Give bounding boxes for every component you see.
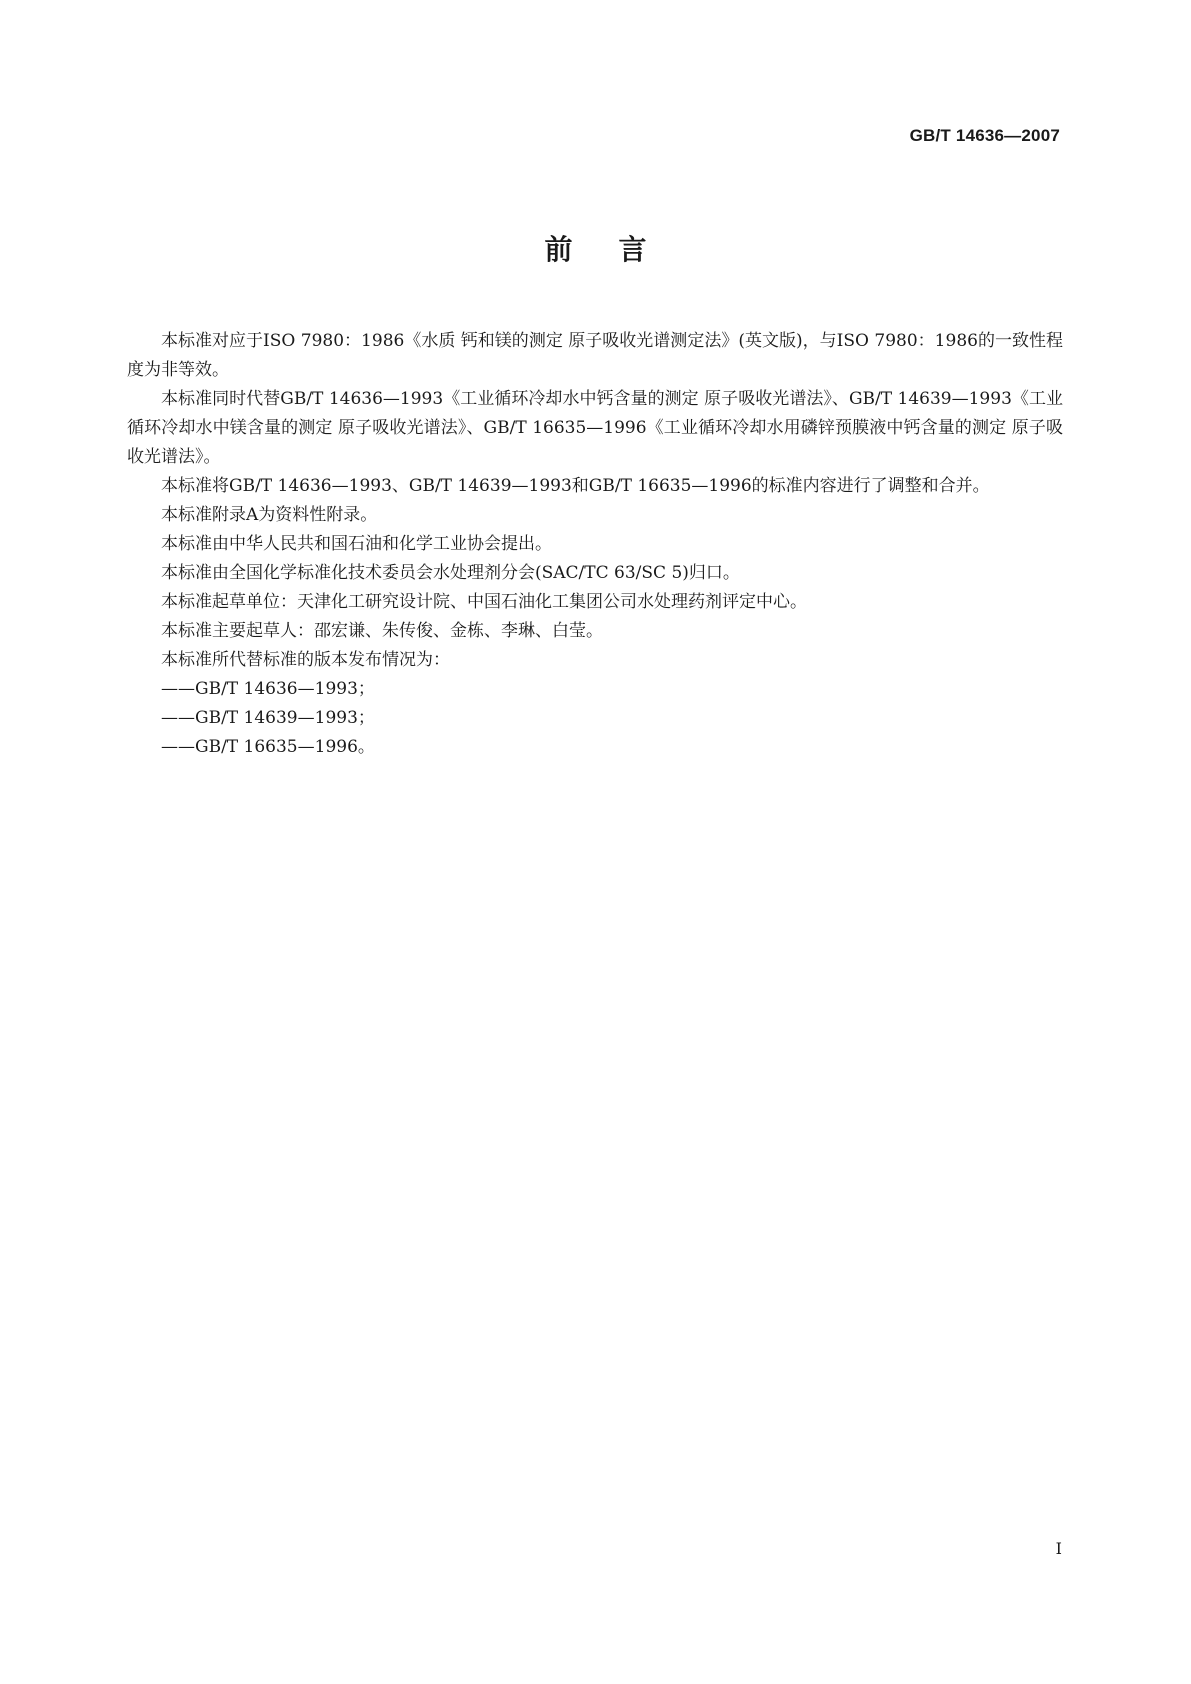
paragraph-drafting-units: 本标准起草单位：天津化工研究设计院、中国石油化工集团公司水处理药剂评定中心。	[161, 592, 807, 612]
paragraph-technical-committee: 本标准由全国化学标准化技术委员会水处理剂分会(SAC/TC 63/SC 5)归口。	[161, 563, 740, 583]
replaced-version-item: ——GB/T 14639—1993；	[161, 708, 375, 728]
page-title: 前言	[544, 233, 693, 266]
paragraph-correspondence: 本标准对应于ISO 7980：1986《水质 钙和镁的测定 原子吸收光谱测定法》(英文版)，与ISO 7980：1986的一致性程度为非等效。	[127, 331, 1063, 380]
paragraph-replacement: 本标准同时代替GB/T 14636—1993《工业循环冷却水中钙含量的测定 原子吸收光谱法》、GB/T 14639—1993《工业循环冷却水中镁含量的测定 原子吸收光谱法》、GB/T 16635—1996《工业循环冷却水用磷锌预膜液中钙含量的测定 原子吸收光谱法》。	[127, 389, 1063, 467]
paragraph-merge: 本标准将GB/T 14636—1993、GB/T 14639—1993和GB/T 16635—1996的标准内容进行了调整和合并。	[161, 476, 990, 496]
paragraph-proposer: 本标准由中华人民共和国石油和化学工业协会提出。	[161, 534, 552, 554]
paragraph-drafters: 本标准主要起草人：邵宏谦、朱传俊、金栋、李琳、白莹。	[161, 621, 603, 641]
standard-code: GB/T 14636—2007	[909, 126, 1060, 145]
replaced-version-item: ——GB/T 16635—1996。	[161, 737, 375, 757]
paragraph-replaced-intro: 本标准所代替标准的版本发布情况为：	[161, 650, 450, 670]
paragraph-annex: 本标准附录A为资料性附录。	[161, 505, 378, 525]
page-number: I	[1055, 1539, 1062, 1558]
replaced-version-item: ——GB/T 14636—1993；	[161, 679, 375, 699]
foreword-body	[127, 327, 1063, 762]
